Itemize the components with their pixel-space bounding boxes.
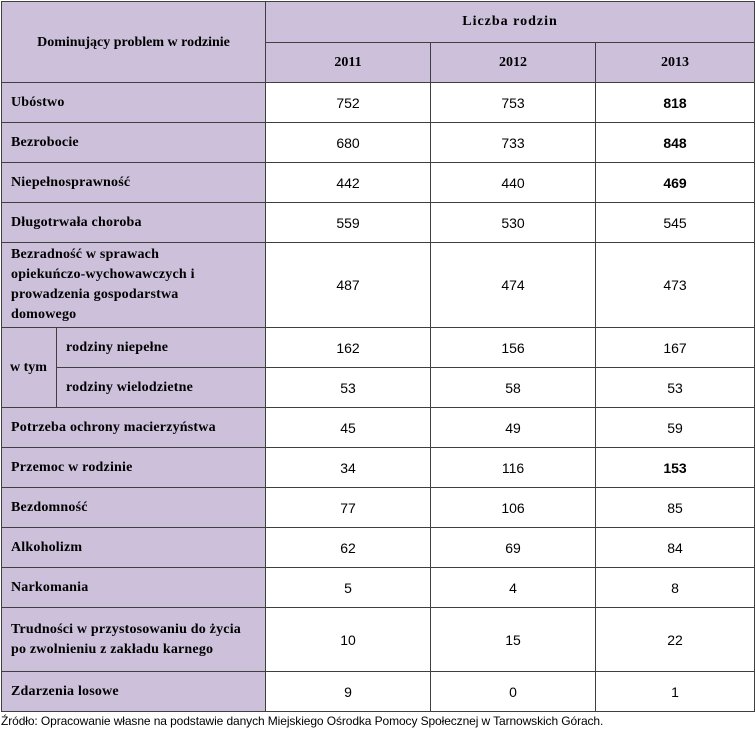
cell-value: 680: [266, 123, 431, 163]
cell-value: 62: [266, 528, 431, 568]
row-label: Niepełnosprawność: [2, 163, 266, 203]
cell-value: 487: [266, 243, 431, 328]
row-label: Przemoc w rodzinie: [2, 448, 266, 488]
header-problem-label: Dominujący problem w rodzinie: [37, 34, 230, 50]
cell-value: 469: [596, 163, 755, 203]
row-label: Narkomania: [2, 568, 266, 608]
row-label: Bezrobocie: [2, 123, 266, 163]
cell-value: 442: [266, 163, 431, 203]
table-row: [2, 243, 755, 328]
cell-value: 84: [596, 528, 755, 568]
cell-value: 753: [431, 83, 596, 123]
table-row: [2, 568, 755, 608]
cell-value: 116: [431, 448, 596, 488]
header-problem: [2, 2, 266, 83]
header-year-2012: 2012: [431, 43, 596, 83]
cell-value: 530: [431, 203, 596, 243]
cell-value: 53: [596, 368, 755, 408]
table-row: [2, 408, 755, 448]
cell-value: 474: [431, 243, 596, 328]
cell-value: 559: [266, 203, 431, 243]
cell-value: 53: [266, 368, 431, 408]
header-year-2013: 2013: [596, 43, 755, 83]
cell-value: 58: [431, 368, 596, 408]
row-label: Alkoholizm: [2, 528, 266, 568]
header-year-2011: 2011: [266, 43, 431, 83]
row-label: Potrzeba ochrony macierzyństwa: [2, 408, 266, 448]
cell-value: 848: [596, 123, 755, 163]
cell-value: 9: [266, 672, 431, 712]
table-row: [2, 448, 755, 488]
table-row: [2, 328, 755, 368]
table-row: [2, 123, 755, 163]
cell-value: 818: [596, 83, 755, 123]
cell-value: 156: [431, 328, 596, 368]
table-row: [2, 163, 755, 203]
cell-value: 752: [266, 83, 431, 123]
cell-value: 49: [431, 408, 596, 448]
table-row: [2, 368, 755, 408]
cell-value: 167: [596, 328, 755, 368]
families-table: [1, 1, 755, 712]
row-label: Bezradność w sprawach opiekuńczo-wychowawczych i prowadzenia gospodarstwa domowego: [2, 243, 266, 328]
cell-value: 153: [596, 448, 755, 488]
cell-value: 15: [431, 608, 596, 672]
table-row: [2, 528, 755, 568]
row-label: Długotrwała choroba: [2, 203, 266, 243]
cell-value: 5: [266, 568, 431, 608]
cell-value: 733: [431, 123, 596, 163]
cell-value: 69: [431, 528, 596, 568]
table-row: [2, 83, 755, 123]
table-row: [2, 672, 755, 712]
cell-value: 85: [596, 488, 755, 528]
cell-value: 34: [266, 448, 431, 488]
cell-value: 8: [596, 568, 755, 608]
cell-value: 45: [266, 408, 431, 448]
cell-value: 162: [266, 328, 431, 368]
table-row: [2, 488, 755, 528]
cell-value: 22: [596, 608, 755, 672]
cell-value: 77: [266, 488, 431, 528]
cell-value: 106: [431, 488, 596, 528]
row-label: Ubóstwo: [2, 83, 266, 123]
cell-value: 1: [596, 672, 755, 712]
table-row: [2, 608, 755, 672]
row-label: rodziny niepełne: [57, 328, 266, 368]
cell-value: 545: [596, 203, 755, 243]
row-label: rodziny wielodzietne: [57, 368, 266, 408]
subgroup-label: w tym: [2, 328, 57, 408]
row-label: Zdarzenia losowe: [2, 672, 266, 712]
row-label: Bezdomność: [2, 488, 266, 528]
cell-value: 4: [431, 568, 596, 608]
table-row: [2, 203, 755, 243]
cell-value: 10: [266, 608, 431, 672]
source-note: Źródło: Opracowanie własne na podstawie danych Miejskiego Ośrodka Pomocy Społecznej w Tarnowskich Górach.: [1, 714, 604, 728]
cell-value: 59: [596, 408, 755, 448]
cell-value: 440: [431, 163, 596, 203]
cell-value: 0: [431, 672, 596, 712]
row-label: Trudności w przystosowaniu do życia po zwolnieniu z zakładu karnego: [2, 608, 266, 672]
header-group: Liczba rodzin: [266, 2, 755, 43]
cell-value: 473: [596, 243, 755, 328]
